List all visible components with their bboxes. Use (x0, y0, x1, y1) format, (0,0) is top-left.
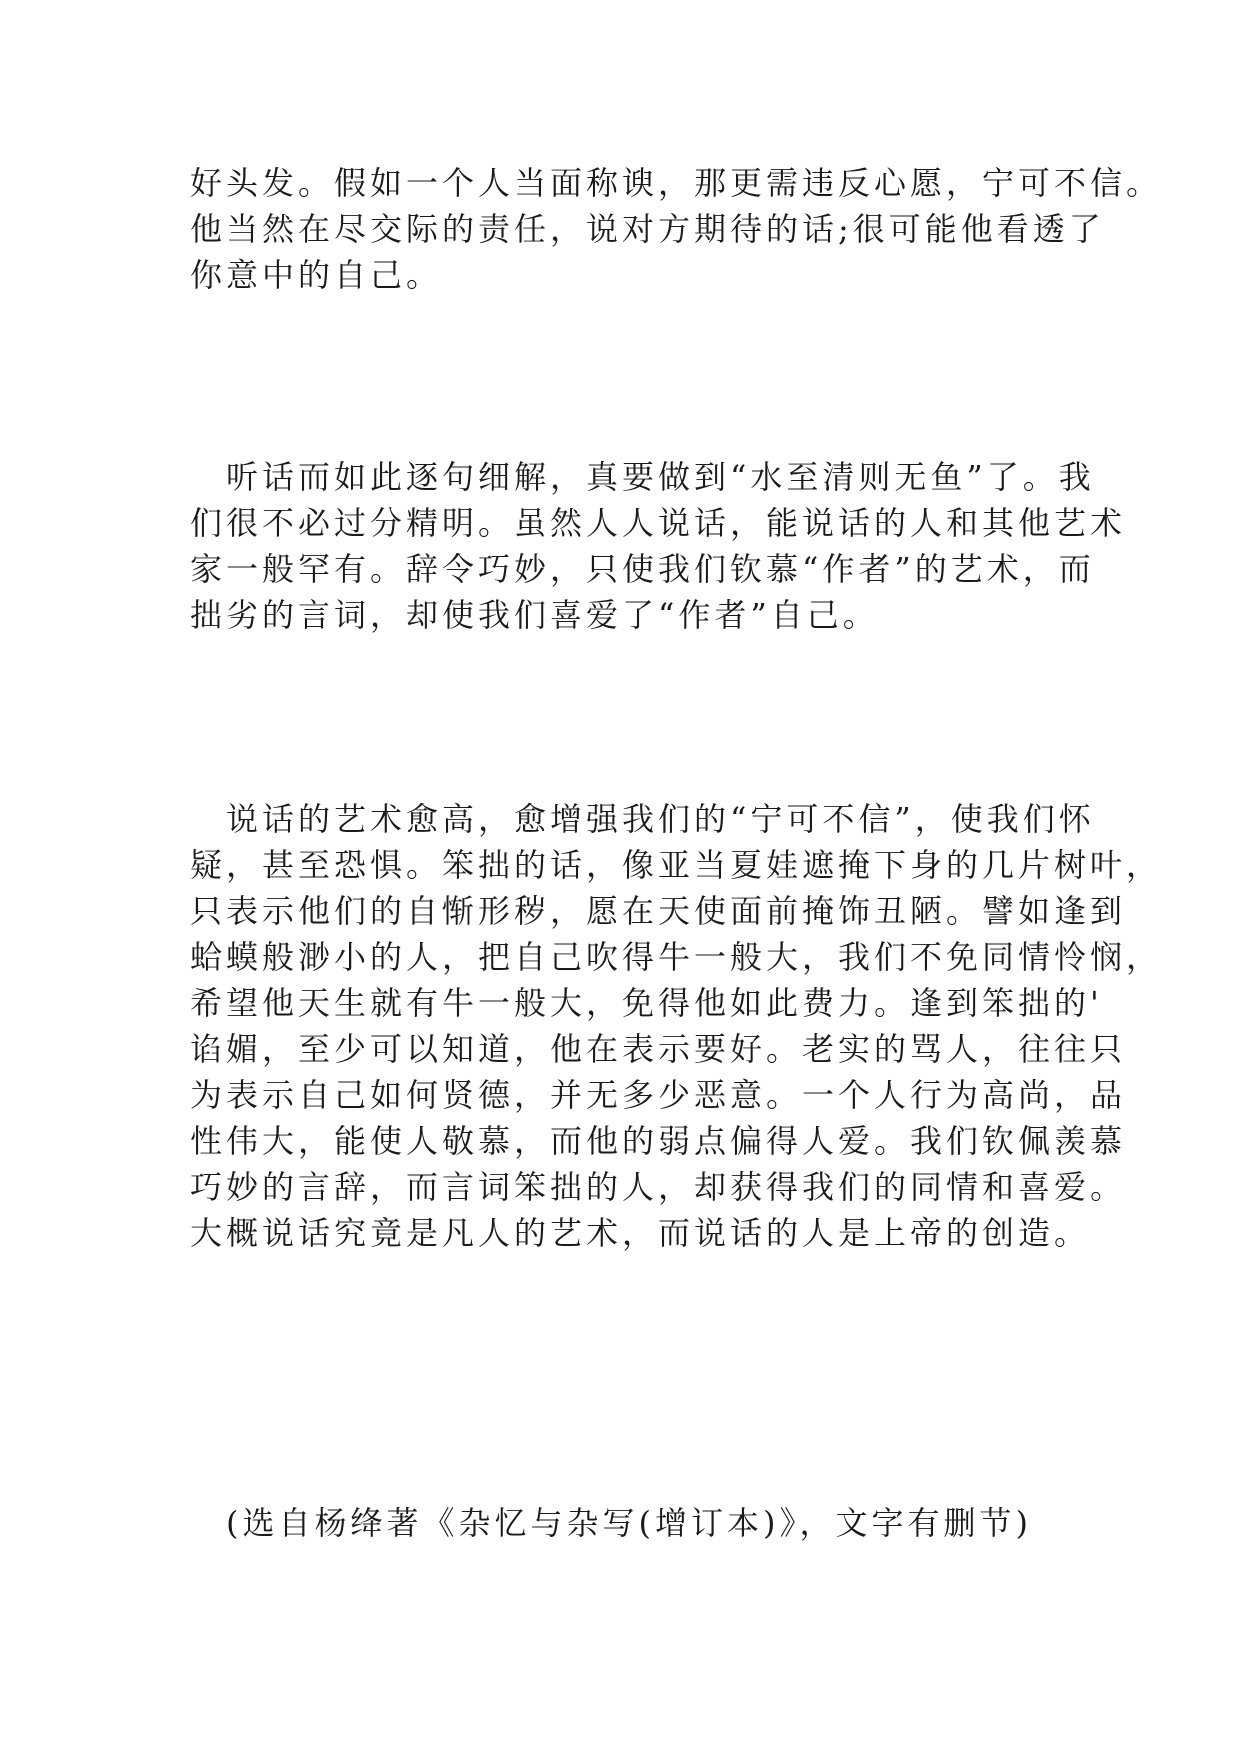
text-line: 们很不必过分精明。虽然人人说话，能说话的人和其他艺术 (190, 504, 1127, 542)
text-line: 只表示他们的自惭形秽，愿在天使面前掩饰丑陋。譬如逢到 (190, 892, 1127, 930)
text-line: 巧妙的言辞，而言词笨拙的人，却获得我们的同情和喜爱。 (190, 1168, 1127, 1206)
text-line: 拙劣的言词，却使我们喜爱了“作者”自己。 (190, 596, 879, 634)
text-line: 性伟大，能使人敬慕，而他的弱点偏得人爱。我们钦佩羡慕 (190, 1122, 1127, 1160)
text-line: 为表示自己如何贤德，并无多少恶意。一个人行为高尚，品 (190, 1076, 1127, 1114)
paragraph-3 (190, 796, 1163, 1256)
text-line: 说话的艺术愈高，愈增强我们的“宁可不信”，使我们怀 (190, 800, 1095, 838)
text-line: 蛤蟆般渺小的人，把自己吹得牛一般大，我们不免同情怜悯， (190, 938, 1163, 976)
source-citation (190, 1500, 1070, 1546)
text-line: 家一般罕有。辞令巧妙，只使我们钦慕“作者”的艺术，而 (190, 550, 1095, 588)
citation-line: (选自杨绛著《杂忆与杂写(增订本)》，文字有删节) (190, 1504, 1032, 1542)
paragraph-1 (190, 160, 1163, 298)
text-line: 听话而如此逐句细解，真要做到“水至清则无鱼”了。我 (190, 458, 1095, 496)
paragraph-2 (190, 454, 1127, 638)
text-line: 他当然在尽交际的责任，说对方期待的话;很可能他看透了 (190, 210, 1105, 248)
text-line: 谄媚，至少可以知道，他在表示要好。老实的骂人，往往只 (190, 1030, 1127, 1068)
text-line: 大概说话究竟是凡人的艺术，而说话的人是上帝的创造。 (190, 1214, 1091, 1252)
text-line: 好头发。假如一个人当面称谀，那更需违反心愿，宁可不信。 (190, 164, 1163, 202)
text-line: 疑，甚至恐惧。笨拙的话，像亚当夏娃遮掩下身的几片树叶， (190, 846, 1163, 884)
text-line: 你意中的自己。 (190, 256, 443, 294)
text-line: 希望他天生就有牛一般大，免得他如此费力。逢到笨拙的' (190, 984, 1103, 1022)
